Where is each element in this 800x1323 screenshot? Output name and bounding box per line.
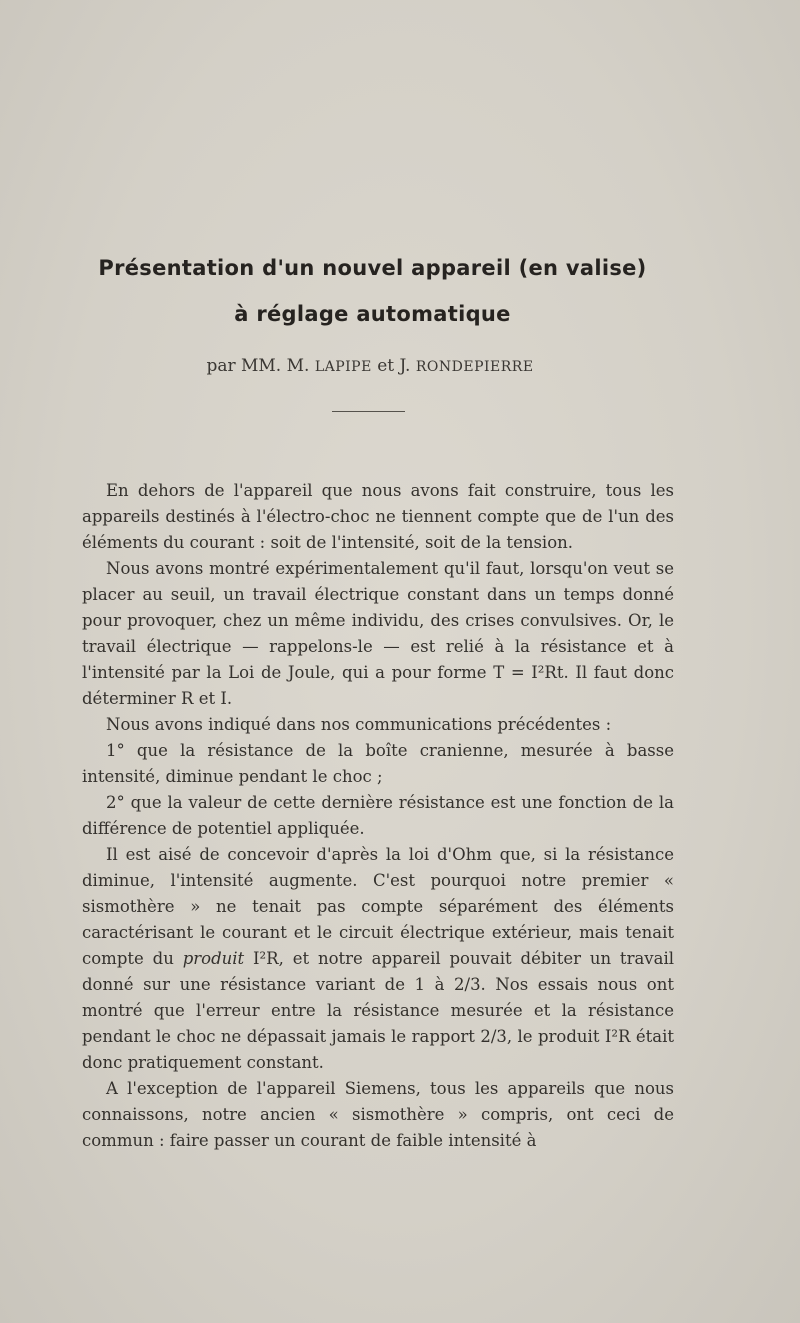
author-2-initial: J. bbox=[399, 356, 411, 376]
paragraph-3: Nous avons indiqué dans nos communications précédentes : bbox=[106, 715, 612, 734]
joule-formula: T = I²Rt. bbox=[493, 663, 569, 682]
paragraph-2 bbox=[82, 556, 674, 712]
italic-produit: produit bbox=[182, 949, 245, 968]
authors-line bbox=[0, 356, 740, 376]
paragraph-6-text: Il est aisé de concevoir d'après la loi d'Ohm que, si la résistance diminue, l'intensité augmente. C'est pourquoi notre premier « sismothère » ne tenait pas compte séparément des éléments caractérisant le courant et le circuit électrique extérieur, mais tenait compte du bbox=[82, 845, 674, 968]
paragraph-6-tail: et notre appareil pouvait débiter un travail donné sur une résistance variant de 1 à 2/3. Nos essais nous ont montré que l'erreur entre la résistance mesurée et la résistance pendant le choc ne dépassait jamais le rapport 2/3, le produit I²R était donc pratiquement constant. bbox=[82, 949, 675, 1072]
authors-conj: et bbox=[377, 356, 395, 376]
paragraph-5: 2° que la valeur de cette dernière résistance est une fonction de la différence de potentiel appliquée. bbox=[82, 793, 674, 838]
paragraph-2-text: Nous avons montré expérimentalement qu'il faut, lorsqu'on veut se placer au seuil, un travail électrique constant dans un temps donné pour provoquer, chez un même individu, des crises convulsives. Or, le travail électrique — rappelons-le — est relié à la résistance et à l'intensité par la Loi de Joule, qui a pour forme bbox=[82, 559, 674, 682]
authors-prefix: par MM. M. bbox=[206, 356, 310, 376]
paper-title-line-2: à réglage automatique bbox=[234, 302, 511, 326]
paragraph-7: A l'exception de l'appareil Siemens, tous les appareils que nous connaissons, notre ancien « sismothère » compris, ont ceci de commun : faire passer un courant de faible intensité à bbox=[82, 1079, 674, 1150]
paper-title-line-1: Présentation d'un nouvel appareil (en valise) bbox=[98, 256, 647, 280]
paragraph-2-tail: Il faut donc déterminer R et I. bbox=[82, 663, 674, 708]
author-lapipe: LAPIPE bbox=[314, 359, 372, 375]
paragraph-4: 1° que la résistance de la boîte cranienne, mesurée à basse intensité, diminue pendant le choc ; bbox=[82, 741, 674, 786]
body-text bbox=[82, 478, 674, 1154]
title-separator-rule bbox=[332, 411, 405, 412]
paragraph-6 bbox=[82, 842, 674, 1076]
paragraph-1: En dehors de l'appareil que nous avons fait construire, tous les appareils destinés à l'électro-choc ne tiennent compte que de l'un des éléments du courant : soit de l'intensité, soit de la tension. bbox=[82, 481, 674, 552]
author-rondepierre: RONDEPIERRE bbox=[415, 359, 534, 375]
product-formula: I²R, bbox=[253, 949, 284, 968]
